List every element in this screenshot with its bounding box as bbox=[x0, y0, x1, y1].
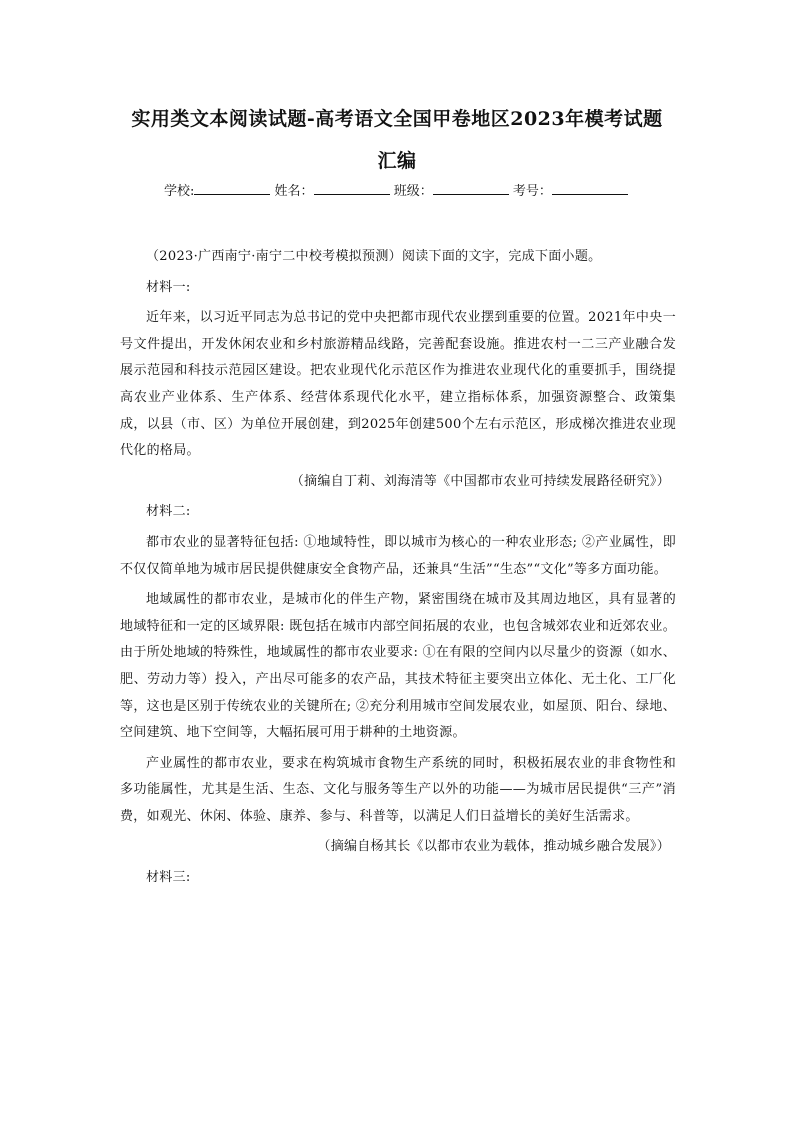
material-1-paragraph: 近年来，以习近平同志为总书记的党中央把都市现代农业摆到重要的位置。2021年中央一号文件提出，开发休闲农业和乡村旅游精品线路，完善配套设施。推进农村一二三产业融合发展示范园和科技示范园区建设。把农业现代化示范区作为推进农业现代化的重要抓手，围绕提高农业产业体系、生产体系、经营体系现代化水平，建立指标体系，加强资源整合、政策集成，以县（市、区）为单位开展创建，到2025年创建500个左右示范区，形成梯次推进农业现代化的格局。 bbox=[120, 310, 676, 459]
school-blank bbox=[194, 180, 270, 195]
material-2-paragraph-2: 地域属性的都市农业，是城市化的伴生产物，紧密围绕在城市及其周边地区，具有显著的地域特征和一定的区域界限: 既包括在城市内部空间拓展的农业，也包含城郊农业和近郊农业。由于所处地域的特殊性，地域属性的都市农业要求: ①在有限的空间内以尽量少的资源（如水、肥、劳动力等）投入，产出尽可能多的农产品，其技术特征主要突出立体化、无土化、工厂化等，这也是区别于传统农业的关键所在; ②充分利用城市空间发展农业，如屋顶、阳台、绿地、空间建筑、地下空间等，大幅拓展可用于耕种的土地资源。 bbox=[120, 592, 676, 741]
name-blank bbox=[314, 180, 390, 195]
material-2-source: （摘编自杨其长《以都市农业为载体，推动城乡融合发展》） bbox=[317, 839, 670, 855]
material-2-paragraph-3: 产业属性的都市农业，要求在构筑城市食物生产系统的同时，积极拓展农业的非食物性和多功能属性，尤其是生活、生态、文化与服务等生产以外的功能——为城市居民提供“三产”消费，如观光、休闲、体验、康养、参与、科普等，以满足人们日益增长的美好生活需求。 bbox=[120, 755, 676, 824]
student-info-row bbox=[164, 180, 628, 199]
reading-passage bbox=[120, 244, 676, 892]
material-3-label: 材料三: bbox=[146, 870, 191, 886]
material-1-label: 材料一: bbox=[146, 279, 191, 295]
school-label: 学校: bbox=[164, 184, 195, 199]
document-title-continued: 汇编 bbox=[377, 150, 417, 172]
material-2-paragraph-1: 都市农业的显著特征包括: ①地域特性，即以城市为核心的一种农业形态; ②产业属性，即不仅仅简单地为城市居民提供健康安全食物产品，还兼具“生活”“生态”“文化”等多方面功能。 bbox=[120, 534, 676, 577]
name-label: 姓名： bbox=[274, 184, 314, 199]
class-label: 班级： bbox=[393, 184, 433, 199]
exam-number-blank bbox=[552, 180, 628, 195]
material-2-label: 材料二: bbox=[146, 504, 191, 520]
question-intro: （2023·广西南宁·南宁二中校考模拟预测）阅读下面的文字，完成下面小题。 bbox=[146, 249, 602, 264]
document-title: 实用类文本阅读试题-高考语文全国甲卷地区2023年模考试题 bbox=[131, 108, 663, 130]
exam-number-label: 考号： bbox=[512, 184, 552, 199]
class-blank bbox=[433, 180, 509, 195]
material-1-source: （摘编自丁莉、刘海清等《中国都市农业可持续发展路径研究》） bbox=[290, 473, 670, 489]
